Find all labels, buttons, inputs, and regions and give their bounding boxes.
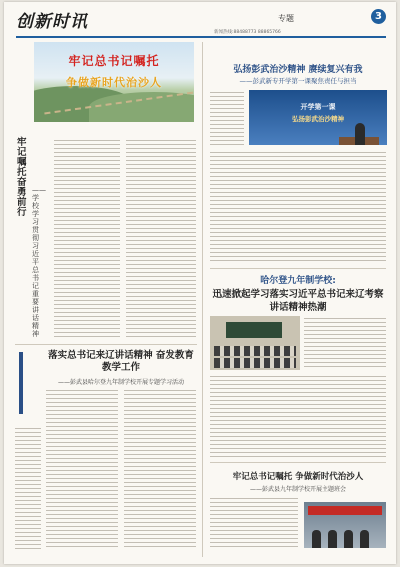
masthead	[16, 8, 386, 38]
column-divider	[202, 42, 203, 557]
page-number-badge: 3	[371, 9, 386, 24]
lead-body-col-1	[54, 140, 120, 340]
story-body	[210, 498, 298, 550]
story-body	[210, 152, 386, 264]
masthead-rule	[16, 36, 386, 38]
red-banner	[308, 506, 382, 515]
blackboard	[226, 322, 282, 338]
story-subhead: ——彭武新专开学第一课聚焦责任与担当	[239, 77, 357, 85]
newspaper-page	[4, 2, 396, 564]
lead-vertical-subtitle: ——学校学习贯彻习近平总书记重要讲话精神	[32, 186, 46, 338]
person	[312, 530, 321, 548]
story-title: 牢记总书记嘱托 争做新时代治沙人	[232, 472, 364, 482]
story-subtitle: ——彭武县九年制学校开展主题班会	[249, 486, 346, 493]
lecture-photo	[249, 90, 387, 145]
section-divider	[210, 268, 386, 269]
accent-bar	[19, 352, 23, 414]
person	[328, 530, 337, 548]
story-body-col-1	[46, 390, 118, 550]
story-subtitle: ——彭武县哈尔登九年制学校开展专题学习活动	[57, 379, 184, 386]
story-headline: 弘扬彭武治沙精神 赓续复兴有我	[233, 65, 363, 75]
story-body-col-2	[124, 390, 196, 550]
lead-vertical-headline	[15, 138, 49, 338]
person	[360, 530, 369, 548]
section-divider	[210, 462, 386, 463]
lead-banner-image	[34, 42, 194, 122]
person	[344, 530, 353, 548]
side-accent	[15, 352, 43, 422]
section-divider	[15, 344, 197, 345]
story-body	[210, 376, 386, 458]
classroom-photo	[210, 316, 300, 370]
section-label: 专题	[278, 14, 294, 23]
lead-body-col-2	[126, 140, 196, 340]
lead-vertical-title: 牢记嘱托 奋勇前行	[17, 137, 27, 218]
story-body-side	[304, 318, 386, 370]
masthead-meta: 新闻热线:88488773 88865766	[214, 30, 281, 35]
stage-banner-line1: 开学第一课	[300, 103, 336, 111]
story-title: 迅速掀起学习落实习近平总书记来辽考察讲话精神热潮	[212, 289, 384, 313]
lead-image-subtitle: 争做新时代治沙人	[66, 76, 162, 89]
masthead-title: 创新时讯	[16, 12, 88, 32]
story-kicker: 哈尔登九年制学校:	[260, 276, 336, 286]
class-meeting-photo	[304, 502, 386, 548]
stage-banner-line2: 弘扬彭武治沙精神	[292, 115, 344, 123]
speaker	[355, 123, 365, 145]
story-title: 落实总书记来辽讲话精神 奋发教育教学工作	[48, 350, 194, 373]
story-body-col-0	[15, 428, 41, 550]
lead-image-title: 牢记总书记嘱托	[68, 54, 160, 68]
student-row	[214, 358, 296, 368]
student-row	[214, 346, 296, 356]
story-body-narrow	[210, 92, 244, 148]
